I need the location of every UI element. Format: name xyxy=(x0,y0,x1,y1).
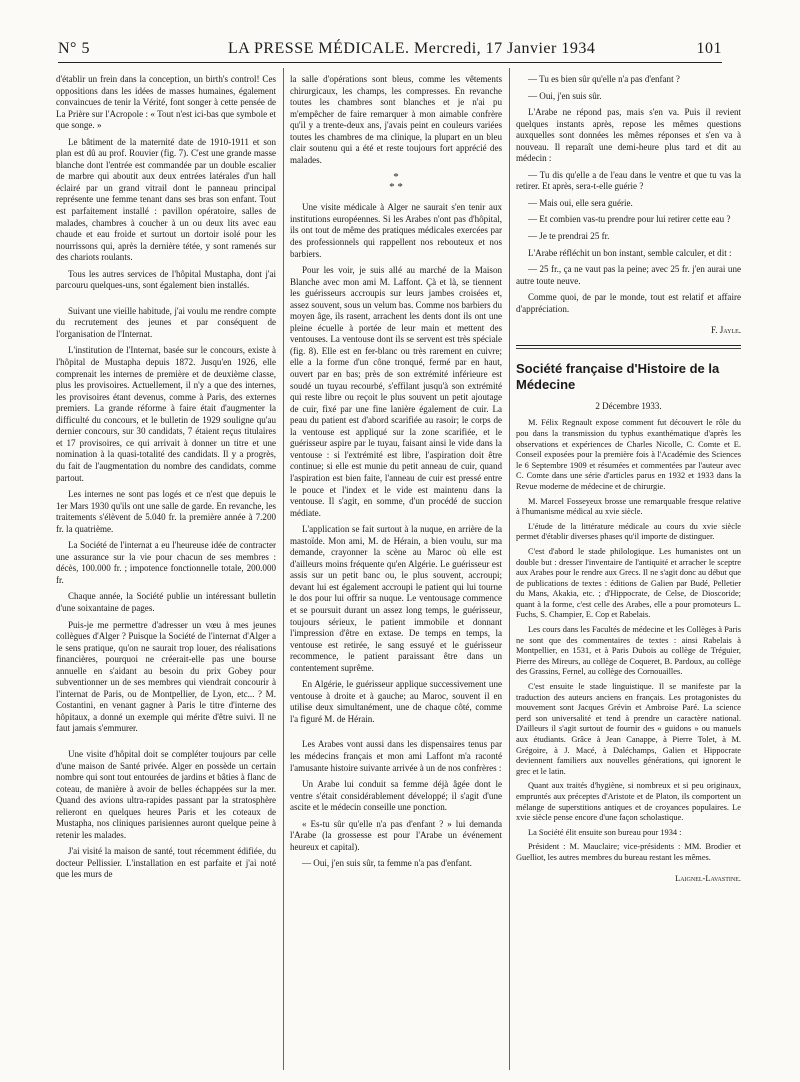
paragraph: Une visite médicale à Alger ne saurait s'en tenir aux institutions européennes. Si les Arabes n'ont pas d'hôpital, ils ont tout de même des pratiques médicales exercées par des professionnels qui rappellent nos rebouteux et nos barbiers. xyxy=(290,202,502,259)
section-stars: * * * xyxy=(389,171,403,194)
paragraph: — Je te prendrai 25 fr. xyxy=(528,231,610,242)
paragraph: L'application se fait surtout à la nuque, en arrière de la mastoïde. Mon ami, M. de Hérain, a bien voulu, sur ma demande, crayonner la scène au Maroc où elle est d'ailleurs moins fréquente qu'en Algérie. Le guérisseur est assis sur un petit banc ou, le plus souvent, accroupi; devant lui est également accroupi le patient qui lui tourne le dos pour lui offrir sa nuque. Le ventousage commence et se poursuit durant un assez long temps, le guérisseur, toujours sérieux, le patient immobile et donnant l'impression d'être en extase. De temps en temps, la ventouse est retirée, le sang essuyé et le guérisseur recommence, le patient paraissant être dans un contentement suprême. xyxy=(290,524,502,673)
paragraph: — Tu es bien sûr qu'elle n'a pas d'enfant ? xyxy=(528,74,680,84)
paragraph: M. Marcel Fosseyeux brosse une remarquable fresque relative à l'humanisme médical au xvie siècle. xyxy=(516,496,741,517)
column-1 xyxy=(56,74,276,886)
paragraph: Les Arabes vont aussi dans les dispensaires tenus par les médecins français et mon ami Laffont m'a raconté l'amusante histoire suivante arrivée à un de nos confrères : xyxy=(290,739,502,773)
paragraph: En Algérie, le guérisseur applique successivement une ventouse à droite et à gauche; au Maroc, souvent il en utilise deux simultanément, une de chaque côté, comme l'a figuré M. de Hérain. xyxy=(290,679,502,724)
paragraph: Quant aux traités d'hygiène, si nombreux et si peu originaux, empruntés aux préceptes d'Aristote et de Platon, ils comportent un mélange de superstitions antiques et de croyances populaires. Le xvie siècle pense encore d'une façon scholastique. xyxy=(516,781,741,823)
column-3 xyxy=(516,74,741,890)
paragraph: « Es-tu sûr qu'elle n'a pas d'enfant ? » lui demanda l'Arabe (la grossesse est pour l'Arabe un événement heureux et capital). xyxy=(290,818,502,852)
issue-number: N° 5 xyxy=(58,40,90,57)
paragraph: Un Arabe lui conduit sa femme déjà âgée dont le ventre s'était considérablement développé; il s'agit d'une ascite et le médecin conseille une ponction. xyxy=(290,779,502,813)
paragraph: Suivant une vieille habitude, j'ai voulu me rendre compte du recrutement des jeunes et par conséquent de l'organisation de l'Internat. xyxy=(56,305,276,339)
paragraph: la salle d'opérations sont bleus, comme les vêtements chirurgicaux, les champs, les compresses. En revanche toutes les chambres sont blanches et je n'ai pu m'empêcher de faire remarquer à mon aimable confrère qu'il y a trente-deux ans, j'avais peint en couleurs variées toutes les chambres de ma clinique, la plupart en un bleu clair soutenu qui a été et reste toujours fort apprécié des malades. xyxy=(290,74,502,165)
column-rule xyxy=(509,68,510,1070)
paragraph: — Mais oui, elle sera guérie. xyxy=(528,197,633,208)
paragraph: — Oui, j'en suis sûr, ta femme n'a pas d'enfant. xyxy=(302,858,472,869)
paragraph: M. Félix Regnault expose comment fut découvert le rôle du pou dans la transmission du typhus exanthématique d'après les observations et expériences de Charles Nicolle, C. Comte et E. Conseil exposées pour la première fois à l'Académie des Sciences le 6 Septembre 1909 et résumées et commentées par l'auteur avec C. Comte dans une série d'articles parus en 1932 et 1933 dans la Revue moderne de médecine et de chirurgie. xyxy=(516,418,741,491)
page-number: 101 xyxy=(696,40,722,57)
paragraph: Tous les autres services de l'hôpital Mustapha, dont j'ai parcouru quelques-uns, sont également bien installés. xyxy=(56,268,276,291)
paragraph: J'ai visité la maison de santé, tout récemment édifiée, du docteur Pellissier. L'installation en est parfaite et j'ai noté que les murs de xyxy=(56,846,276,880)
author-signature: F. Jayle. xyxy=(710,325,741,336)
paragraph: Puis-je me permettre d'adresser un vœu à mes jeunes collègues d'Alger ? Puisque la Société de l'internat d'Alger a le sens pratique, qu'on ne saurait trop louer, des réalisations financières, pourquoi ne créerait-elle pas une bourse annuelle en s'aidant au besoin du prix Gobey pour subventionner un de ses membres qui viendrait concourir à l'internat de Paris, ou de Montpellier, de Lyon, etc... ? M. Costantini, en venant gagner à Paris le titre d'interne des hôpitaux, a donné un exemple qui mérite d'être suivi. Il ne faut jamais s'emmurer. xyxy=(56,619,276,734)
paragraph: — Tu dis qu'elle a de l'eau dans le ventre et que tu vas la retirer. Et après, sera-t-elle guérie ? xyxy=(516,169,741,192)
paragraph: La Société de l'internat a eu l'heureuse idée de contracter une assurance sur la vie pour chacun de ses membres : décès, 100.000 fr. ; impotence fonctionnelle totale, 200.000 fr. xyxy=(56,540,276,585)
session-date: 2 Décembre 1933. xyxy=(595,400,662,411)
section-title: Société française d'Histoire de la Médecine xyxy=(516,360,720,392)
paragraph: Comme quoi, de par le monde, tout est relatif et affaire d'appréciation. xyxy=(516,292,741,314)
paragraph: L'institution de l'Internat, basée sur le concours, existe à l'hôpital de Mustapha depuis 1872. Jusqu'en 1926, elle comprenait les internes de première et de deuxième classe, plus les provisoires. Actuellement, il n'y a que des internes, les provisoires étant devenus, comme à Paris, des externes premiers. La grande réforme à faire était d'augmenter la difficulté du concours, et le bulletin de 1929 souligne qu'au dernier concours, sur 30 candidats, 7 étaient reçus titulaires et 17 provisoires, ce qui arrivait à donner un titre et une nomination à la quasi-totalité des candidats. Il y a progrès, du fait de l'augmentation du nombre des candidats, comme partout. xyxy=(56,345,276,483)
column-rule xyxy=(283,68,284,1070)
paragraph: C'est d'abord le stade philologique. Les humanistes ont un double but : dresser l'inventaire de l'antiquité et arracher le sceptre aux Arabes pour le rendre aux Grecs. Il ne s'agit donc au début que de publications de textes : éditions de Galien par Budé, Pelletier du Mans, Akakia, etc. ; d'Hippocrate, de Celse, de Dioscoride; quant à la forme, c'est celle des Arabes, elle a pour promoteurs L. Fuchs, S. Champier, E. Cop et Rabelais. xyxy=(516,546,741,620)
paragraph: Une visite d'hôpital doit se compléter toujours par celle d'une maison de Santé privée. Alger en possède un certain nombre qui sont tout entourées de jardins et bâties à flanc de coteau, de manière à avoir de belles échappées sur la mer. Quand des avions ultra-rapides passant par la stratosphère relieront en quelques heures Paris et les coteaux de Mustapha, nos cliniques parisiennes auront quelque peine à retenir les malades. xyxy=(56,748,276,840)
paragraph: C'est ensuite le stade linguistique. Il se manifeste par la traduction des auteurs anciens en français. Les protagonistes du mouvement sont Jacques Grévin et Ambroise Paré. La science perd son universalité et tend à prendre un caractère national. D'ailleurs il s'agit surtout de fournir des « guidons » ou manuels aux étudiants. Grâce à Jean Canappe, à Pierre Tolet, à M. Grégoire, à J. Macé, à Daléchamps, Galien et Hippocrate deviennent familiers aux nouvelles générations, qui ignorent le grec et le latin. xyxy=(516,682,741,776)
paragraph: Président : M. Mauclaire; vice-présidents : MM. Brodier et Guelliot, les autres membres du bureau restant les mêmes. xyxy=(516,842,741,862)
journal-title: LA PRESSE MÉDICALE. Mercredi, 17 Janvier 1934 xyxy=(228,40,596,57)
paragraph: Les cours dans les Facultés de médecine et les Collèges à Paris ne sont que des commentaires de textes : ainsi Rabelais à Montpellier, en 1531, et à Paris Dubois au collège de Tréguier, Pierre des Mireurs, au collège de Coqueret, B. Pardoux, au collège des Grassins, Fernel, au collège des Cornouailles. xyxy=(516,625,741,677)
paragraph: Pour les voir, je suis allé au marché de la Maison Blanche avec mon ami M. Laffont. Çà et là, se tiennent les guérisseurs accroupis sur leurs jambes croisées et, assez souvent, sous un velum bas. Comme nos barbiers du moyen âge, ils rasent, arrachent les dents dont ils ont une pleine écuelle à portée de leur main et mettent des ventouses. La ventouse dont ils se servent est très spéciale (fig. 8). Elle est en fer-blanc ou très rarement en cuivre; elle a la forme d'un cône tronqué, fermé par en haut, ouvert par en bas; près de son extrémité inférieure est soudé un tuyau recourbé, s'effilant jusqu'à son extrémité qui reste libre ou reçoit le plus souvent un petit ajoutage de cuir, fixé par une fine lanière également de cuir. La peau du patient est d'abord scarifiée au rasoir; le corps de la ventouse est appliqué sur la zone scarifiée, et le guérisseur aspire par le tuyau, faisant ainsi le vide dans la ventouse : si l'extrémité est libre, l'aspiration doit être continue; si elle est munie du petit anneau de cuir, quand l'aspiration est bien faite, l'anneau de cuir est pressé entre le pouce et l'index et le vide est maintenu dans la ventouse. Il s'agit, en somme, d'un procédé de succion médiate. xyxy=(290,265,502,518)
paragraph: Chaque année, la Société publie un intéressant bulletin d'une soixantaine de pages. xyxy=(56,591,276,613)
paragraph: L'Arabe ne répond pas, mais s'en va. Puis il revient quelques instants après, repose les mêmes questions auxquelles sont données les mêmes réponses et s'en va à nouveau. Il reparaît une demi-heure plus tard et dit au médecin : xyxy=(516,107,741,164)
paragraph: — Et combien vas-tu prendre pour lui retirer cette eau ? xyxy=(528,214,731,225)
paragraph: Les internes ne sont pas logés et ce n'est que depuis le 1er Mars 1930 qu'ils ont une salle de garde. En revanche, les traitements s'élèvent de 5.040 fr. la première année à 7.200 fr. la quatrième. xyxy=(56,489,276,534)
paragraph: L'Arabe réfléchit un bon instant, semble calculer, et dit : xyxy=(528,247,732,258)
paragraph: L'étude de la littérature médicale au cours du xvie siècle permet d'établir diverses phases qu'il importe de distinguer. xyxy=(516,521,741,542)
section-body xyxy=(516,418,741,884)
section-divider xyxy=(516,345,741,349)
paragraph: — 25 fr., ça ne vaut pas la peine; avec 25 fr. j'en aurai une autre toute neuve. xyxy=(516,264,741,286)
paragraph: Le bâtiment de la maternité date de 1910-1911 et son plan est dû au prof. Rouvier (fig. 7). C'est une grande masse blanche dont l'entrée est commandée par un double escalier de marbre qui aboutit aux deux entrées latérales d'un hall éclairé par un grand vitrail dont le panneau principal représente une femme tenant dans ses bras son enfant. Tout est parfaitement installé : pavillon opératoire, salles de malades, chambres à coucher à un ou deux lits avec eau chaude et eau froide et surtout un dortoir isolé pour les nourrissons qui, après la dernière tétée, y sont ramenés sur des chariots roulants. xyxy=(56,136,276,263)
paragraph: — Oui, j'en suis sûr. xyxy=(528,90,602,101)
column-2 xyxy=(290,74,502,875)
page-header xyxy=(58,40,722,63)
paragraph: d'établir un frein dans la conception, un birth's control! Ces oppositions dans les idées de masses humaines, également convaincues de tenir la Vérité, font songer à cette pensée de La Prière sur l'Acropole : « Tout n'est ici-bas que symbole et que songe. » xyxy=(56,74,276,131)
section-signature: Laignel-Lavastine. xyxy=(675,873,741,883)
paragraph: La Société élit ensuite son bureau pour 1934 : xyxy=(528,827,682,837)
